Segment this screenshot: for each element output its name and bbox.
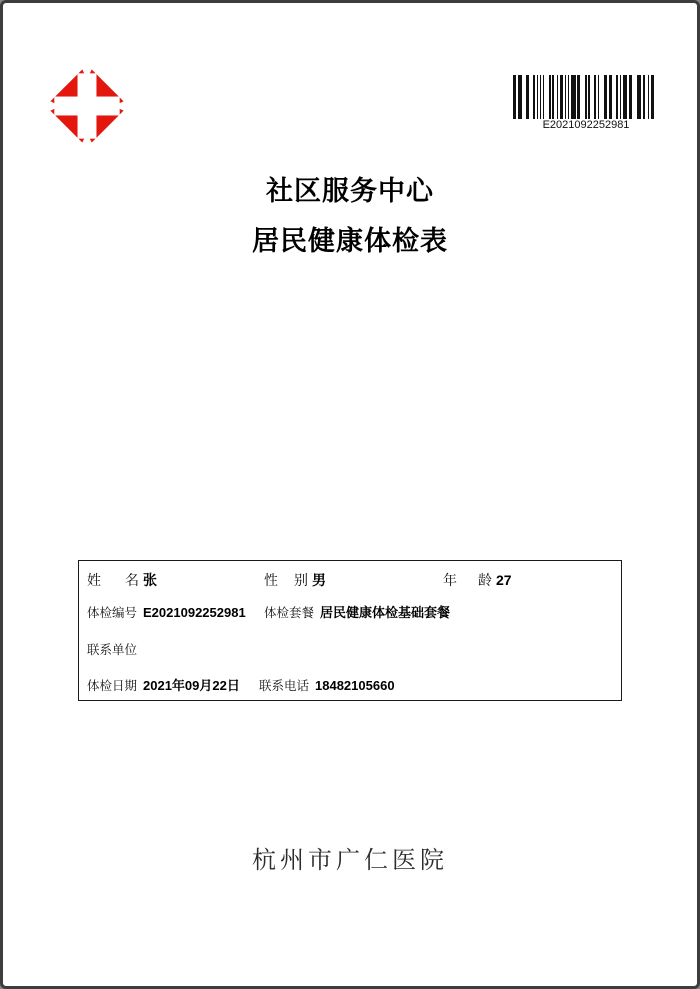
field-contact-unit <box>87 639 143 661</box>
document-title <box>3 166 697 266</box>
barcode-bar <box>654 75 659 119</box>
field-exam-date <box>87 675 240 697</box>
field-age <box>443 569 512 592</box>
package-label: 体检套餐 <box>264 606 315 620</box>
hospital-red-cross-icon <box>44 60 130 152</box>
name-value: 张 <box>143 572 157 588</box>
gender-value: 男 <box>312 572 326 588</box>
field-phone <box>259 675 395 697</box>
exam-date-label: 体检日期 <box>87 679 138 693</box>
info-row-identity <box>79 569 621 591</box>
exam-no-value: E2021092252981 <box>143 605 246 620</box>
barcode-bars <box>513 75 659 119</box>
title-line-1: 社区服务中心 <box>266 176 434 206</box>
age-value: 27 <box>496 572 512 588</box>
age-label: 年龄 <box>443 572 492 588</box>
barcode <box>513 75 659 132</box>
phone-value: 18482105660 <box>315 678 395 693</box>
patient-info-box <box>78 560 622 701</box>
hospital-name: 杭州市广仁医院 <box>252 848 448 874</box>
title-line-2: 居民健康体检表 <box>252 226 448 256</box>
field-exam-no <box>87 602 246 624</box>
field-package <box>264 602 450 624</box>
field-gender <box>264 569 326 592</box>
barcode-number: E2021092252981 <box>542 119 630 131</box>
field-name <box>87 569 157 592</box>
contact-unit-label: 联系单位 <box>87 643 138 657</box>
exam-date-value: 2021年09月22日 <box>143 678 240 693</box>
name-label: 姓名 <box>87 572 139 588</box>
exam-no-label: 体检编号 <box>87 606 138 620</box>
info-row-contact-unit <box>79 639 621 661</box>
info-row-exam <box>79 602 621 624</box>
gender-label: 性别 <box>264 572 308 588</box>
package-value: 居民健康体检基础套餐 <box>320 605 451 620</box>
info-row-date-phone <box>79 675 621 697</box>
phone-label: 联系电话 <box>259 679 310 693</box>
